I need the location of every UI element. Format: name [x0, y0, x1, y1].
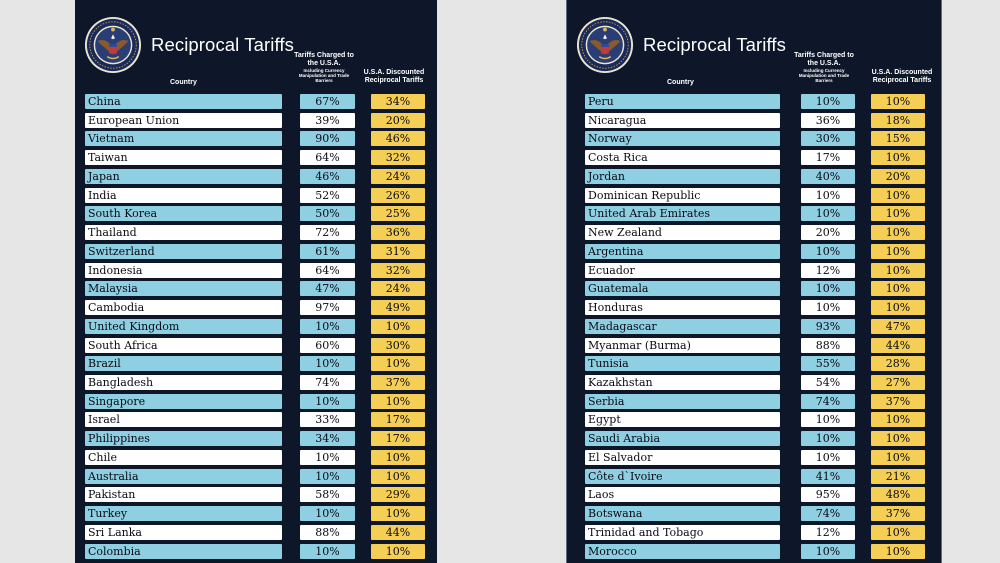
tariff-charged: 50% — [300, 206, 355, 221]
table-row — [75, 486, 437, 505]
country-name: Honduras — [585, 300, 780, 315]
table-row — [75, 149, 437, 168]
tariff-charged: 52% — [300, 188, 355, 203]
table-row — [567, 280, 941, 299]
table-row — [75, 168, 437, 187]
reciprocal-tariff: 10% — [871, 263, 925, 278]
country-name: Chile — [85, 450, 282, 465]
tariff-charged: 41% — [801, 469, 855, 484]
tariff-charged: 10% — [801, 450, 855, 465]
reciprocal-tariff: 27% — [871, 375, 925, 390]
tariff-charged: 90% — [300, 131, 355, 146]
reciprocal-tariff: 10% — [371, 319, 425, 334]
reciprocal-tariff: 17% — [371, 412, 425, 427]
tariff-charged: 36% — [801, 113, 855, 128]
table-row — [567, 468, 941, 487]
reciprocal-tariff: 24% — [371, 169, 425, 184]
country-name: United Arab Emirates — [585, 206, 780, 221]
country-name: Colombia — [85, 544, 282, 559]
country-name: Trinidad and Tobago — [585, 525, 780, 540]
country-name: Vietnam — [85, 131, 282, 146]
table-row — [567, 505, 941, 524]
country-name: Morocco — [585, 544, 780, 559]
country-name: Australia — [85, 469, 282, 484]
column-header-charged-title: Tariffs Charged to the U.S.A. — [794, 52, 854, 67]
country-name: Japan — [85, 169, 282, 184]
table-row — [567, 486, 941, 505]
reciprocal-tariff: 10% — [871, 431, 925, 446]
country-name: Botswana — [585, 506, 780, 521]
tariff-charged: 97% — [300, 300, 355, 315]
country-name: Switzerland — [85, 244, 282, 259]
tariff-charged: 10% — [300, 469, 355, 484]
country-name: Taiwan — [85, 150, 282, 165]
country-name: Tunisia — [585, 356, 780, 371]
reciprocal-tariff: 10% — [371, 544, 425, 559]
reciprocal-tariff: 10% — [371, 469, 425, 484]
country-name: Guatemala — [585, 281, 780, 296]
reciprocal-tariff: 46% — [371, 131, 425, 146]
tariff-charged: 39% — [300, 113, 355, 128]
table-row — [567, 130, 941, 149]
column-header-discounted: U.S.A. Discounted Reciprocal Tariffs — [363, 69, 425, 84]
reciprocal-tariff: 36% — [371, 225, 425, 240]
country-name: Madagascar — [585, 319, 780, 334]
table-row — [567, 243, 941, 262]
country-name: Kazakhstan — [585, 375, 780, 390]
table-row — [567, 187, 941, 206]
country-name: Philippines — [85, 431, 282, 446]
country-name: Israel — [85, 412, 282, 427]
reciprocal-tariff: 10% — [871, 544, 925, 559]
table-row — [567, 318, 941, 337]
reciprocal-tariff: 10% — [371, 394, 425, 409]
table-row — [567, 355, 941, 374]
tariff-charged: 12% — [801, 263, 855, 278]
tariff-charged: 12% — [801, 525, 855, 540]
country-name: New Zealand — [585, 225, 780, 240]
tariff-charged: 95% — [801, 487, 855, 502]
reciprocal-tariff: 10% — [371, 506, 425, 521]
reciprocal-tariff: 21% — [871, 469, 925, 484]
table-row — [567, 205, 941, 224]
tariff-charged: 46% — [300, 169, 355, 184]
table-row — [75, 93, 437, 112]
column-header-charged-note: Including Currency Manipulation and Trade Barriers — [298, 68, 350, 83]
table-row — [75, 411, 437, 430]
table-row — [567, 393, 941, 412]
reciprocal-tariff: 20% — [871, 169, 925, 184]
country-name: Bangladesh — [85, 375, 282, 390]
reciprocal-tariff: 10% — [871, 300, 925, 315]
tariff-charged: 61% — [300, 244, 355, 259]
reciprocal-tariff: 10% — [871, 94, 925, 109]
tariff-charged: 74% — [300, 375, 355, 390]
reciprocal-tariff: 28% — [871, 356, 925, 371]
reciprocal-tariff: 37% — [371, 375, 425, 390]
reciprocal-tariff: 17% — [371, 431, 425, 446]
country-name: Argentina — [585, 244, 780, 259]
reciprocal-tariff: 34% — [371, 94, 425, 109]
country-name: El Salvador — [585, 450, 780, 465]
presidential-seal-icon — [576, 16, 634, 74]
country-name: Ecuador — [585, 263, 780, 278]
reciprocal-tariff: 10% — [871, 225, 925, 240]
tariff-charged: 64% — [300, 263, 355, 278]
table-row — [75, 505, 437, 524]
tariff-charged: 88% — [300, 525, 355, 540]
table-row — [75, 449, 437, 468]
tariff-charged: 34% — [300, 431, 355, 446]
page-title: Reciprocal Tariffs — [643, 34, 787, 55]
reciprocal-tariff: 29% — [371, 487, 425, 502]
country-name: Brazil — [85, 356, 282, 371]
tariff-board-left — [75, 0, 437, 563]
reciprocal-tariff: 10% — [871, 188, 925, 203]
table-row — [75, 205, 437, 224]
table-row — [75, 374, 437, 393]
reciprocal-tariff: 25% — [371, 206, 425, 221]
column-header-country: Country — [170, 79, 197, 86]
tariff-charged: 33% — [300, 412, 355, 427]
country-name: Norway — [585, 131, 780, 146]
tariff-charged: 10% — [300, 394, 355, 409]
table-row — [75, 187, 437, 206]
table-row — [567, 224, 941, 243]
table-row — [567, 262, 941, 281]
country-name: Saudi Arabia — [585, 431, 780, 446]
country-name: Malaysia — [85, 281, 282, 296]
table-row — [567, 299, 941, 318]
reciprocal-tariff: 10% — [871, 244, 925, 259]
reciprocal-tariff: 10% — [871, 525, 925, 540]
table-row — [75, 280, 437, 299]
reciprocal-tariff: 10% — [871, 281, 925, 296]
tariff-charged: 10% — [801, 544, 855, 559]
country-name: Côte d`Ivoire — [585, 469, 780, 484]
table-row — [567, 374, 941, 393]
table-row — [75, 468, 437, 487]
country-name: Myanmar (Burma) — [585, 338, 780, 353]
tariff-charged: 10% — [300, 319, 355, 334]
table-row — [75, 262, 437, 281]
tariff-charged: 10% — [300, 506, 355, 521]
tariff-rows — [567, 93, 941, 561]
tariff-board-right — [566, 0, 942, 563]
tariff-charged: 64% — [300, 150, 355, 165]
table-row — [567, 168, 941, 187]
country-name: India — [85, 188, 282, 203]
tariff-charged: 54% — [801, 375, 855, 390]
country-name: Indonesia — [85, 263, 282, 278]
country-name: Singapore — [85, 394, 282, 409]
reciprocal-tariff: 47% — [871, 319, 925, 334]
table-row — [567, 337, 941, 356]
page-title: Reciprocal Tariffs — [151, 34, 295, 55]
country-name: Serbia — [585, 394, 780, 409]
tariff-charged: 47% — [300, 281, 355, 296]
country-name: Laos — [585, 487, 780, 502]
presidential-seal-icon — [84, 16, 142, 74]
country-name: South Africa — [85, 338, 282, 353]
table-row — [75, 243, 437, 262]
reciprocal-tariff: 31% — [371, 244, 425, 259]
column-header-country: Country — [667, 79, 694, 86]
country-name: Nicaragua — [585, 113, 780, 128]
table-row — [75, 524, 437, 543]
tariff-charged: 10% — [801, 281, 855, 296]
column-header-charged — [792, 52, 856, 83]
reciprocal-tariff: 10% — [871, 206, 925, 221]
reciprocal-tariff: 44% — [371, 525, 425, 540]
country-name: Peru — [585, 94, 780, 109]
tariff-charged: 74% — [801, 394, 855, 409]
reciprocal-tariff: 30% — [371, 338, 425, 353]
reciprocal-tariff: 10% — [371, 450, 425, 465]
tariff-charged: 60% — [300, 338, 355, 353]
country-name: Cambodia — [85, 300, 282, 315]
board-header — [75, 0, 437, 92]
country-name: South Korea — [85, 206, 282, 221]
tariff-charged: 10% — [801, 244, 855, 259]
table-row — [75, 430, 437, 449]
tariff-charged: 17% — [801, 150, 855, 165]
country-name: Turkey — [85, 506, 282, 521]
reciprocal-tariff: 44% — [871, 338, 925, 353]
table-row — [75, 112, 437, 131]
tariff-charged: 20% — [801, 225, 855, 240]
table-row — [567, 112, 941, 131]
table-row — [75, 393, 437, 412]
country-name: European Union — [85, 113, 282, 128]
table-row — [567, 430, 941, 449]
reciprocal-tariff: 15% — [871, 131, 925, 146]
tariff-charged: 67% — [300, 94, 355, 109]
tariff-rows — [75, 93, 437, 561]
country-name: Pakistan — [85, 487, 282, 502]
tariff-charged: 58% — [300, 487, 355, 502]
tariff-charged: 10% — [801, 412, 855, 427]
column-header-discounted: U.S.A. Discounted Reciprocal Tariffs — [871, 69, 933, 84]
reciprocal-tariff: 24% — [371, 281, 425, 296]
reciprocal-tariff: 32% — [371, 150, 425, 165]
tariff-charged: 72% — [300, 225, 355, 240]
tariff-charged: 10% — [300, 544, 355, 559]
reciprocal-tariff: 32% — [371, 263, 425, 278]
board-header — [567, 0, 941, 92]
column-header-charged — [292, 52, 356, 83]
tariff-charged: 10% — [801, 431, 855, 446]
country-name: China — [85, 94, 282, 109]
tariff-charged: 10% — [801, 206, 855, 221]
tariff-charged: 10% — [300, 450, 355, 465]
reciprocal-tariff: 37% — [871, 506, 925, 521]
tariff-charged: 40% — [801, 169, 855, 184]
reciprocal-tariff: 10% — [371, 356, 425, 371]
country-name: Sri Lanka — [85, 525, 282, 540]
tariff-charged: 88% — [801, 338, 855, 353]
reciprocal-tariff: 26% — [371, 188, 425, 203]
table-row — [567, 524, 941, 543]
table-row — [567, 543, 941, 562]
table-row — [567, 93, 941, 112]
tariff-charged: 55% — [801, 356, 855, 371]
country-name: United Kingdom — [85, 319, 282, 334]
table-row — [75, 543, 437, 562]
tariff-charged: 10% — [801, 94, 855, 109]
column-header-charged-title: Tariffs Charged to the U.S.A. — [294, 52, 354, 67]
table-row — [75, 224, 437, 243]
table-row — [75, 318, 437, 337]
reciprocal-tariff: 18% — [871, 113, 925, 128]
reciprocal-tariff: 10% — [871, 150, 925, 165]
table-row — [567, 149, 941, 168]
tariff-charged: 10% — [801, 300, 855, 315]
table-row — [567, 449, 941, 468]
table-row — [75, 355, 437, 374]
tariff-charged: 93% — [801, 319, 855, 334]
tariff-charged: 10% — [801, 188, 855, 203]
reciprocal-tariff: 20% — [371, 113, 425, 128]
country-name: Costa Rica — [585, 150, 780, 165]
reciprocal-tariff: 10% — [871, 450, 925, 465]
reciprocal-tariff: 37% — [871, 394, 925, 409]
country-name: Thailand — [85, 225, 282, 240]
column-header-charged-note: Including Currency Manipulation and Trade Barriers — [798, 68, 850, 83]
country-name: Jordan — [585, 169, 780, 184]
country-name: Dominican Republic — [585, 188, 780, 203]
table-row — [75, 299, 437, 318]
country-name: Egypt — [585, 412, 780, 427]
tariff-charged: 74% — [801, 506, 855, 521]
table-row — [567, 411, 941, 430]
reciprocal-tariff: 49% — [371, 300, 425, 315]
tariff-charged: 10% — [300, 356, 355, 371]
reciprocal-tariff: 48% — [871, 487, 925, 502]
tariff-charged: 30% — [801, 131, 855, 146]
table-row — [75, 337, 437, 356]
table-row — [75, 130, 437, 149]
reciprocal-tariff: 10% — [871, 412, 925, 427]
